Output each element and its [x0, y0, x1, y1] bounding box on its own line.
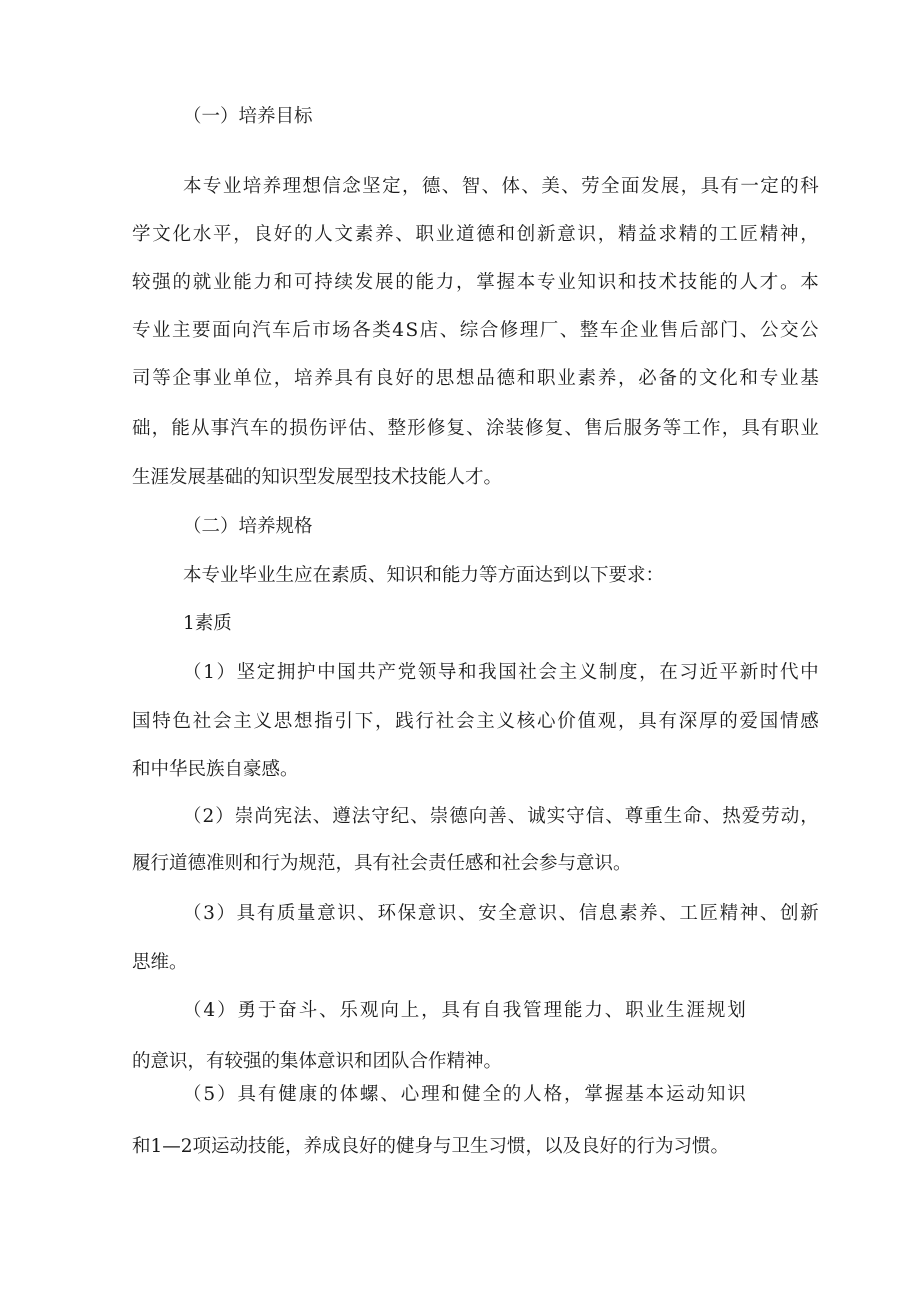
item-line: 思维。 [132, 952, 188, 973]
item-line: （ 5 ） 具 有 健 康 的 体 螺 、 心 理 和 健 全 的 人 格 ， 掌 握 基 本 运 动 知 识 [183, 1084, 746, 1105]
item-line: （ 2 ） 崇 尚 宪 法 、 遵 法 守 纪 、 崇 德 向 善 、 诚 实 守 信 、 尊 重 生 命 、 热 爱 劳 动 ， [183, 806, 819, 827]
paragraph-line: 较 强 的 就 业 能 力 和 可 持 续 发 展 的 能 力 ， 掌 握 本 专 业 知 识 和 技 术 技 能 的 人 才 。 本 [132, 272, 819, 293]
item-line: （ 4 ） 勇 于 奋 斗 、 乐 观 向 上 ， 具 有 自 我 管 理 能 力 、 职 业 生 涯 规 划 [183, 1000, 746, 1021]
paragraph-line: 础 ， 能 从 事 汽 车 的 损 伤 评 估 、 整 形 修 复 、 涂 装 修 复 、 售 后 服 务 等 工 作 ， 具 有 职 业 [132, 418, 819, 439]
paragraph-line: 生涯发展基础的知识型发展型技术技能人才。 [132, 467, 503, 488]
paragraph-line: 司 等 企 事 业 单 位 ， 培 养 具 有 良 好 的 思 想 品 德 和 职 业 素 养 ， 必 备 的 文 化 和 专 业 基 [132, 368, 819, 389]
item-line: （ 1 ） 坚 定 拥 护 中 国 共 产 党 领 导 和 我 国 社 会 主 义 制 度 ， 在 习 近 平 新 时 代 中 [183, 662, 819, 683]
item-line: 和中华民族自豪感。 [132, 759, 299, 780]
paragraph-line: 专 业 主 要 面 向 汽 车 后 市 场 各 类 4 S 店 、 综 合 修 理 厂 、 整 车 企 业 售 后 部 门 、 公 交 公 [132, 320, 819, 341]
paragraph-line: 本 专 业 培 养 理 想 信 念 坚 定 ， 德 、 智 、 体 、 美 、 劳 全 面 发 展 ， 具 有 一 定 的 科 [183, 176, 819, 197]
item-line: （ 3 ） 具 有 质 量 意 识 、 环 保 意 识 、 安 全 意 识 、 信 息 素 养 、 工 匠 精 神 、 创 新 [183, 903, 819, 924]
item-line: 履行道德准则和行为规范，具有社会责任感和社会参与意识。 [132, 853, 632, 874]
subheading-quality: 1素质 [183, 613, 232, 634]
item-line: 国 特 色 社 会 主 义 思 想 指 引 下 ， 践 行 社 会 主 义 核 心 价 值 观 ， 具 有 深 厚 的 爱 国 情 感 [132, 711, 819, 732]
paragraph-line: 学 文 化 水 平 ， 良 好 的 人 文 素 养 、 职 业 道 德 和 创 新 意 识 ， 精 益 求 精 的 工 匠 精 神 ， [132, 224, 819, 245]
section-heading-training-goal: （一）培养目标 [183, 106, 313, 127]
section-heading-training-specs: （二）培养规格 [183, 516, 313, 537]
item-line: 和1—2项运动技能，养成良好的健身与卫生习惯，以及良好的行为习惯。 [132, 1136, 730, 1157]
specs-intro: 本专业毕业生应在素质、知识和能力等方面达到以下要求： [183, 565, 665, 586]
item-line: 的意识，有较强的集体意识和团队合作精神。 [132, 1051, 503, 1072]
